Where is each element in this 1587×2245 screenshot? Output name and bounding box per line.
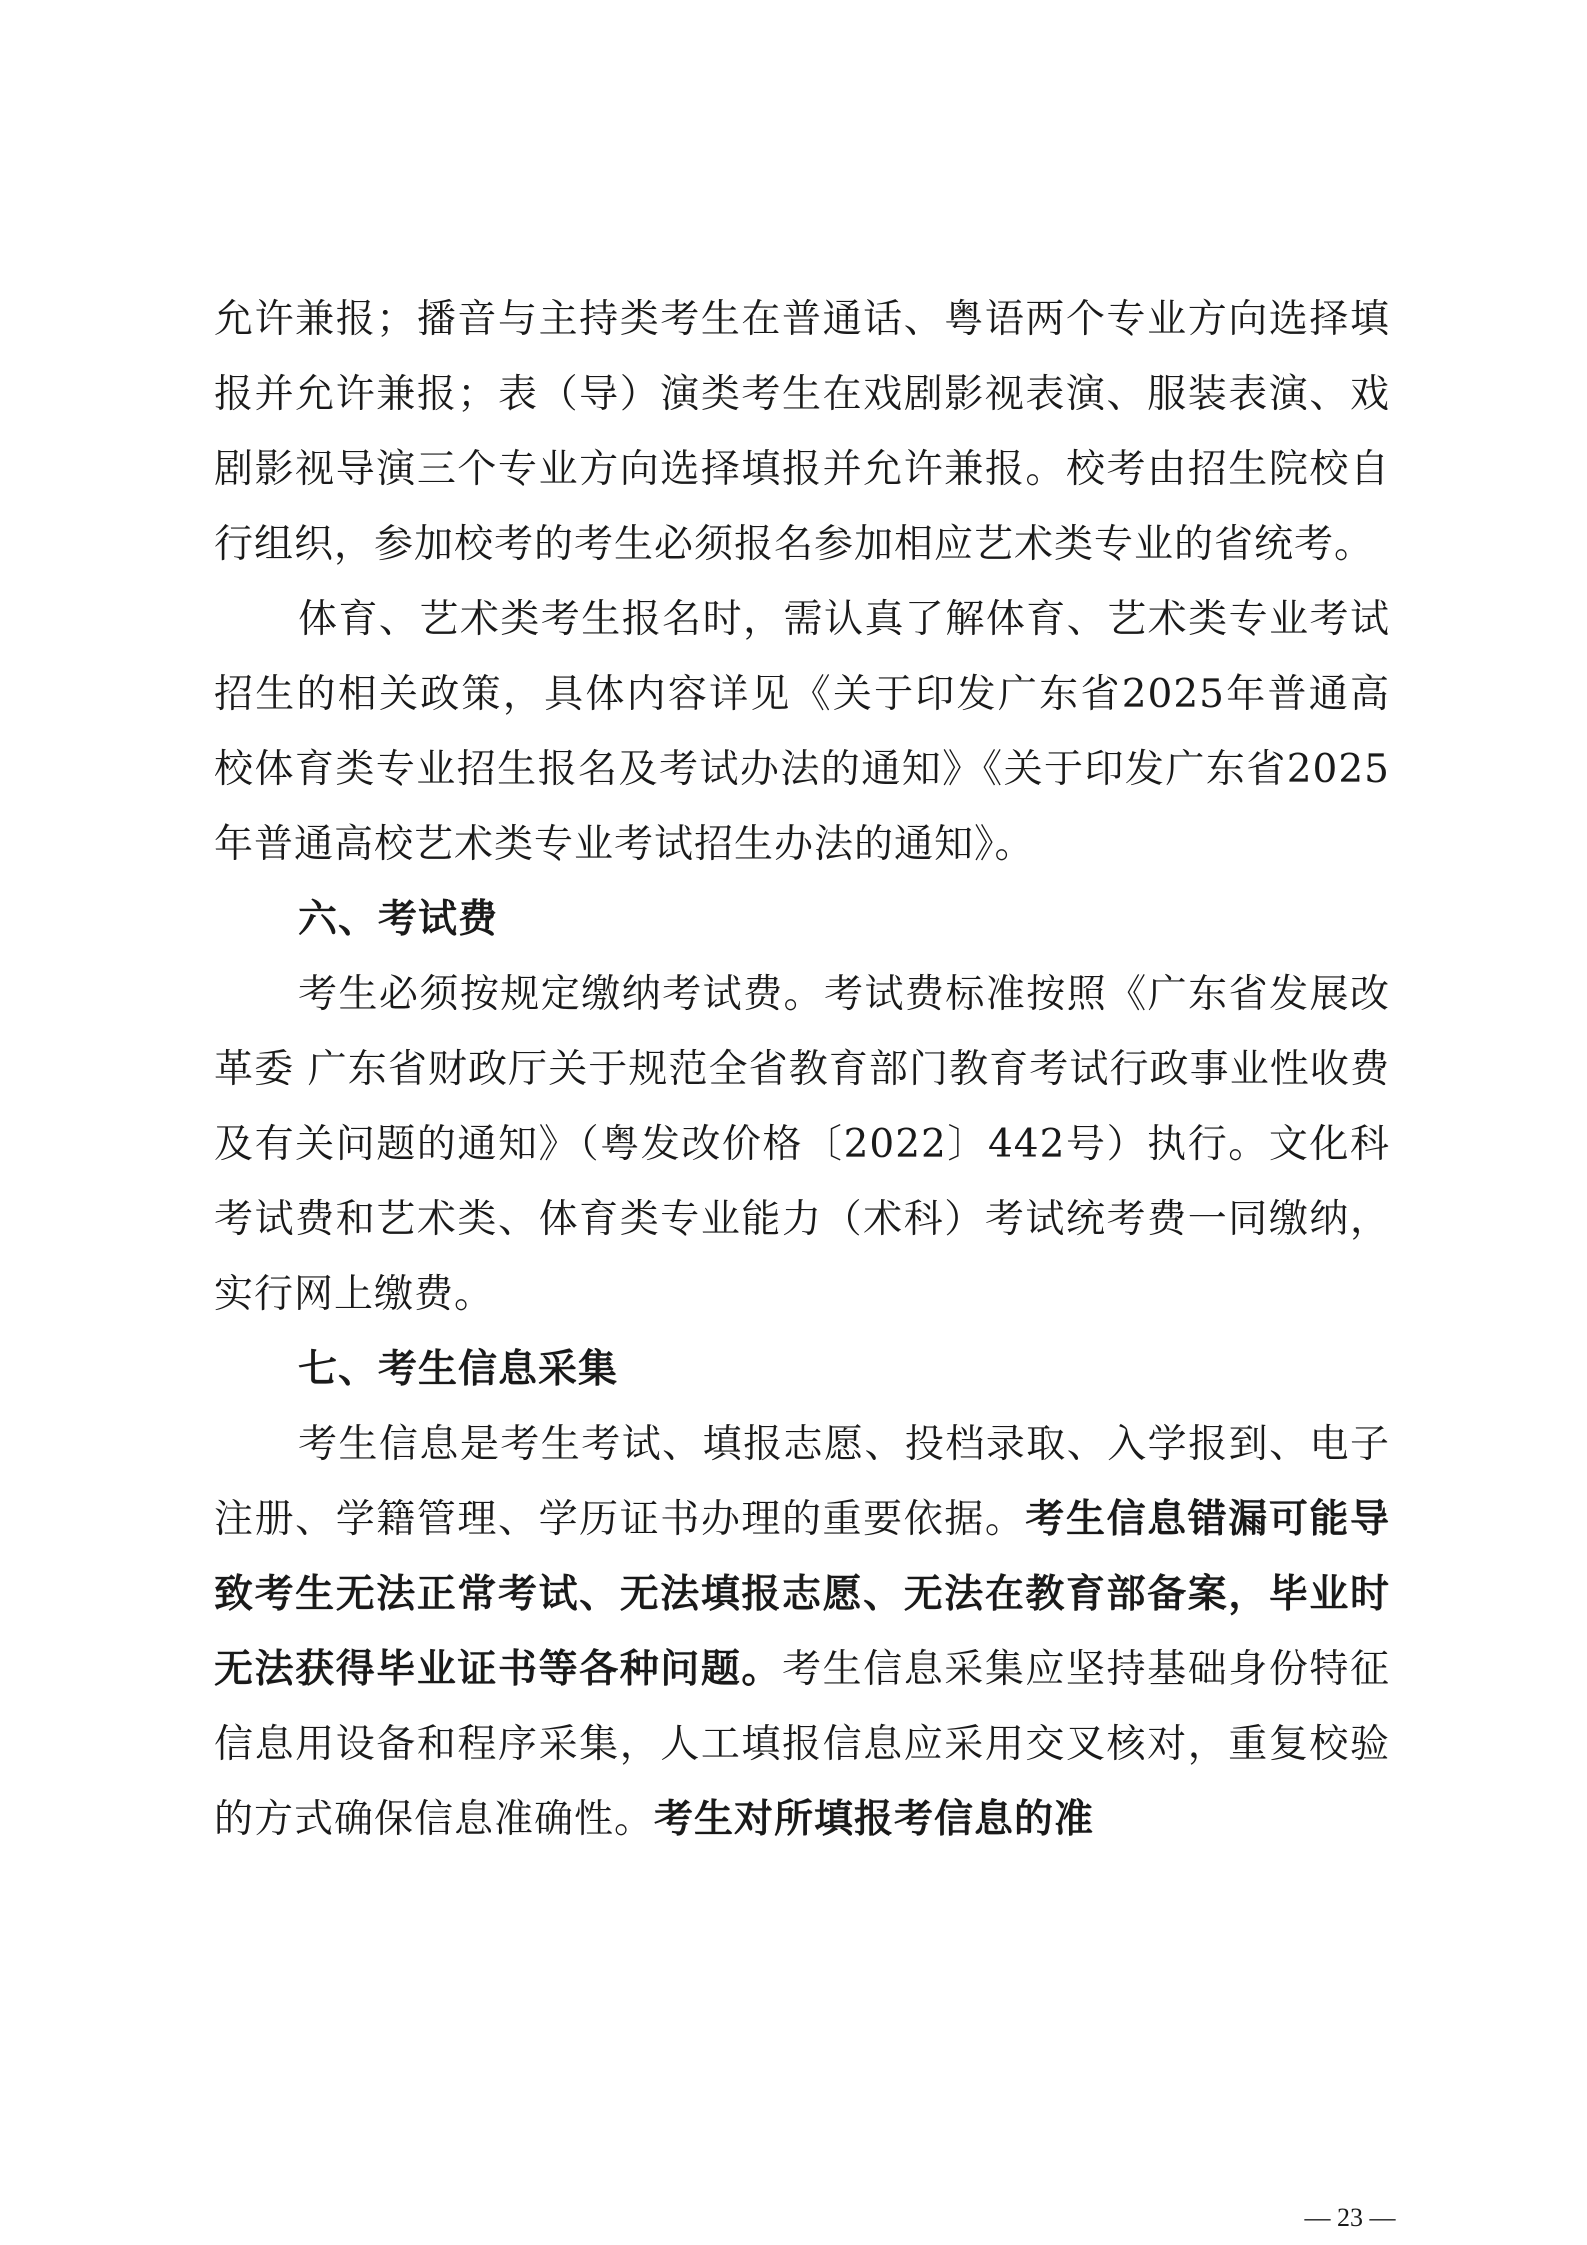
section-heading-exam-fee: 六、考试费 — [298, 897, 499, 942]
section-heading-info-collection: 七、考生信息采集 — [298, 1347, 619, 1392]
info-collection-emphasis-1: 考生信息错漏可能导致考生无法正常考试、无法填报志愿、无法在教育部备案，毕业时无法获得毕业证书等各种问题。 — [214, 1496, 1390, 1692]
page-number: — 23 — — [1304, 2203, 1396, 2232]
info-collection-text-2: 考生信息采集应坚持基础身份特征信息用设备和程序采集，人工填报信息应采用交叉核对，重复校验的方式确保信息准确性。 — [214, 1647, 1390, 1842]
paragraph-exam-fee: 考生必须按规定缴纳考试费。考试费标准按照《广东省发展改革委 广东省财政厅关于规范全省教育部门教育考试行政事业性收费及有关问题的通知》（粤发改价格〔2022〕442号）执行。文化科考试费和艺术类、体育类专业能力（术科）考试统考费一同缴纳，实行网上缴费。 — [214, 972, 1390, 1317]
info-collection-emphasis-2: 考生对所填报考信息的准 — [654, 1796, 1095, 1842]
paragraph-info-collection — [214, 1407, 1390, 1857]
document-body — [214, 282, 1390, 1857]
paragraph-art-registration-continued: 允许兼报；播音与主持类考生在普通话、粤语两个专业方向选择填报并允许兼报；表（导）演类考生在戏剧影视表演、服装表演、戏剧影视导演三个专业方向选择填报并允许兼报。校考由招生院校自行组织，参加校考的考生必须报名参加相应艺术类专业的省统考。 — [214, 297, 1390, 567]
info-collection-text-1: 考生信息是考生考试、填报志愿、投档录取、入学报到、电子注册、学籍管理、学历证书办理的重要依据。 — [214, 1422, 1390, 1542]
paragraph-sports-art-policy: 体育、艺术类考生报名时，需认真了解体育、艺术类专业考试招生的相关政策，具体内容详见《关于印发广东省2025年普通高校体育类专业招生报名及考试办法的通知》《关于印发广东省2025年普通高校艺术类专业考试招生办法的通知》。 — [214, 597, 1390, 867]
